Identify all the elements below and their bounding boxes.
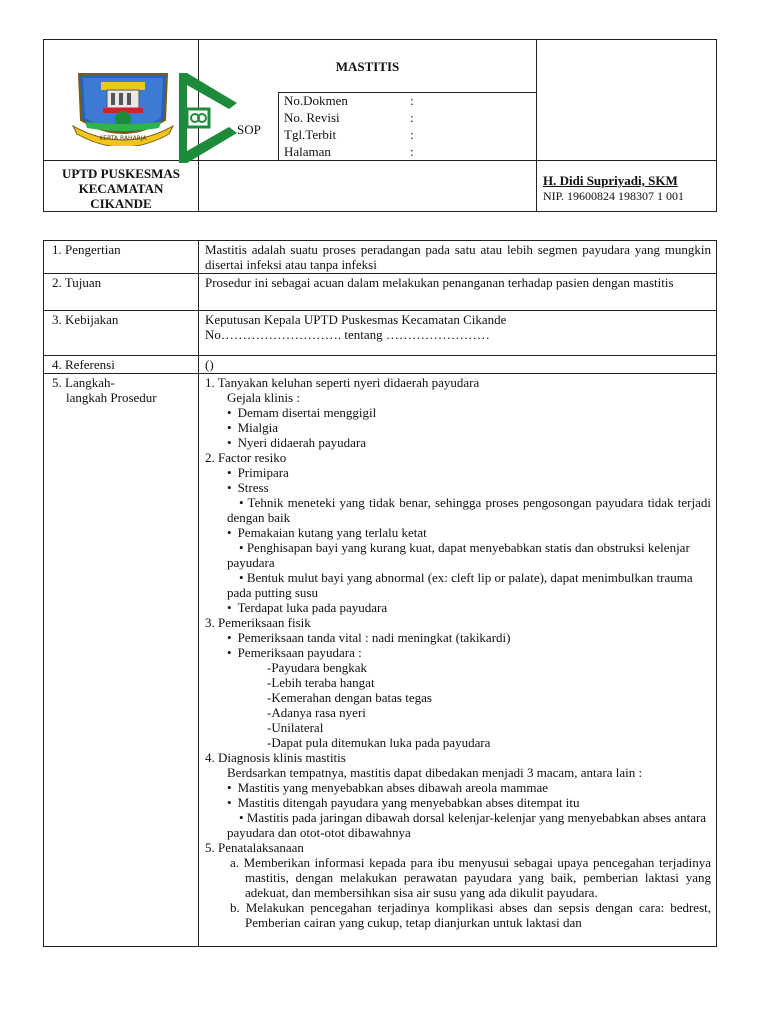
list-item: • Penghisapan bayi yang kurang kuat, dapat menyebabkan statis dan obstruksi kelenjar payudara — [227, 540, 690, 570]
document-title: MASTITIS — [335, 59, 400, 74]
list-item: -Payudara bengkak — [267, 660, 367, 675]
field-tgl-terbit: Tgl.Terbit : — [284, 127, 414, 142]
list-item: b. Melakukan pencegahan terjadinya komplikasi abses dan sepsis dengan cara: bedrest, Pemberian cairan yang cukup, tetap dianjurkan untuk laktasi dan — [230, 900, 711, 930]
procedure-steps: 1. Tanyakan keluhan seperti nyeri didaerah payudara Gejala klinis : • Demam disertai menggigil • Mialgia • Nyeri didaerah payudara 2. Factor resiko • Primipara • Stress • Tehnik meneteki yang tidak benar, sehingga proses pengosongan payudara tidak terjadi dengan baik • Pemakaian kutang yang terlalu ketat • Penghisapan bayi yang kurang kuat, dapat menyebabkan statis dan obstruksi kelenjar payudara • Bentuk mulut bayi yang abnormal (ex: cleft lip or palate), dapat menimbulkan trauma pada putting susu • Terdapat luka pada payudara 3. Pemeriksaan fisik • Pemeriksaan tanda vital : nadi meningkat (takikardi) • Pemeriksaan payudara : -Payudara bengkak -Lebih teraba hangat -Kemerahan dengan batas tegas -Adanya rasa nyeri -Unilateral -Dapat pula ditemukan luka pada payudara 4. Diagnosis klinis mastitis Berdsarkan tempatnya, mastitis dapat dibedakan menjadi 3 macam, antara lain : • Mastitis yang menyebabkan abses dibawah areola mammae • Mastitis ditengah payudara yang menyebabkan abses ditempat itu • Mastitis pada jaringan dibawah dorsal kelenjar-kelenjar yang menyebabkan abses antara payudara dan otot-otot dibawahnya 5. Penatalaksanaan a. Memberikan informasi kepada para ibu menyusui sebagai upaya pencegahan terjadinya mastitis, dengan melakukan perawatan payudara yang baik, pemberian laktasi yang adekuat, dan membersihkan sisa air susu yang ada dikulit payudara. b. Melakukan pencegahan terjadinya komplikasi abses dan sepsis dengan cara: bedrest, Pemberian cairan yang cukup, tetap dianjurkan untuk laktasi dan — [199, 374, 717, 947]
org-name: UPTD PUSKESMAS KECAMATAN CIKANDE — [44, 161, 199, 212]
row-pengertian: 1. Pengertian Mastitis adalah suatu proses peradangan pada satu atau lebih segmen payudara yang mungkin disertai infeksi atau tanpa infeksi — [44, 241, 717, 274]
list-item: • Mastitis yang menyebabkan abses dibawah areola mammae — [239, 780, 711, 795]
regency-emblem-logo — [71, 64, 175, 146]
list-item: • Tehnik meneteki yang tidak benar, sehingga proses pengosongan payudara tidak terjadi dengan baik — [227, 495, 711, 525]
row-langkah: 5. Langkah- langkah Prosedur 1. Tanyakan keluhan seperti nyeri didaerah payudara Gejala klinis : • Demam disertai menggigil • Mialgia • Nyeri didaerah payudara 2. Factor resiko • Primipara • Stress • Tehnik meneteki yang tidak benar, sehingga proses pengosongan payudara tidak terjadi dengan baik • Pemakaian kutang yang terlalu ketat • Penghisapan bayi yang kurang kuat, dapat menyebabkan statis dan obstruksi kelenjar payudara • Bentuk mulut bayi yang abnormal (ex: cleft lip or palate), dapat menimbulkan trauma pada putting susu • Terdapat luka pada payudara 3. Pemeriksaan fisik • Pemeriksaan tanda vital : nadi meningkat (takikardi) • Pemeriksaan payudara : -Payudara bengkak -Lebih teraba hangat -Kemerahan dengan batas tegas -Adanya rasa nyeri -Unilateral -Dapat pula ditemukan luka pada payudara 4. Diagnosis klinis mastitis Berdsarkan tempatnya, mastitis dapat dibedakan menjadi 3 macam, antara lain : • Mastitis yang menyebabkan abses dibawah areola mammae • Mastitis ditengah payudara yang menyebabkan abses ditempat itu • Mastitis pada jaringan dibawah dorsal kelenjar-kelenjar yang menyebabkan abses antara payudara dan otot-otot dibawahnya 5. Penatalaksanaan a. Memberikan informasi kepada para ibu menyusui sebagai upaya pencegahan terjadinya mastitis, dengan melakukan perawatan payudara yang baik, pemberian laktasi yang adekuat, dan membersihkan sisa air susu yang ada dikulit payudara. b. Melakukan pencegahan terjadinya komplikasi abses dan sepsis dengan cara: bedrest, Pemberian cairan yang cukup, tetap dianjurkan untuk laktasi dan — [44, 374, 717, 947]
row-kebijakan: 3. Kebijakan Keputusan Kepala UPTD Puskesmas Kecamatan Cikande No………………………. tentang …………………… — [44, 311, 717, 356]
list-item: -Dapat pula ditemukan luka pada payudara — [267, 735, 491, 750]
list-item: • Nyeri didaerah payudara — [239, 435, 711, 450]
list-item: a. Memberikan informasi kepada para ibu menyusui sebagai upaya pencegahan terjadinya mastitis, dengan melakukan perawatan payudara yang baik, pemberian laktasi yang adekuat, dan membersihkan sisa air susu yang ada dikulit payudara. — [230, 855, 711, 900]
header-table — [43, 39, 717, 212]
sop-fields — [284, 92, 414, 160]
blank-cell — [537, 40, 717, 161]
field-halaman: Halaman : — [284, 144, 414, 159]
signer-nip: NIP. 19600824 198307 1 001 — [543, 189, 685, 203]
row-tujuan: 2. Tujuan Prosedur ini sebagai acuan dalam melakukan penanganan terhadap pasien dengan mastitis — [44, 274, 717, 311]
list-item: -Lebih teraba hangat — [267, 675, 375, 690]
list-item: • Pemeriksaan tanda vital : nadi meningkat (takikardi) — [239, 630, 711, 645]
list-item: • Stress — [239, 480, 711, 495]
logo-ribbon-text: KERTA RAHARJA — [99, 135, 147, 142]
row-referensi: 4. Referensi () — [44, 356, 717, 374]
signer-cell — [537, 161, 717, 212]
list-item: -Adanya rasa nyeri — [267, 705, 366, 720]
signer-name: H. Didi Supriyadi, SKM — [543, 173, 678, 188]
list-item: -Unilateral — [267, 720, 324, 735]
procedure-table — [43, 240, 717, 947]
empty-middle-cell — [199, 161, 537, 212]
list-item: • Terdapat luka pada payudara — [239, 600, 711, 615]
list-item: • Demam disertai menggigil — [239, 405, 711, 420]
list-item: • Mastitis pada jaringan dibawah dorsal kelenjar-kelenjar yang menyebabkan abses antara payudara dan otot-otot dibawahnya — [227, 810, 707, 840]
list-item: • Primipara — [239, 465, 711, 480]
logo-cell — [44, 40, 199, 161]
list-item: • Bentuk mulut bayi yang abnormal (ex: cleft lip or palate), dapat menimbulkan trauma pada putting susu — [227, 570, 693, 600]
list-item: • Mastitis ditengah payudara yang menyebabkan abses ditempat itu — [239, 795, 711, 810]
list-item: • Pemeriksaan payudara : — [239, 645, 711, 660]
sop-label: SOP — [237, 122, 261, 137]
field-no-revisi: No. Revisi : — [284, 110, 414, 125]
list-item: • Mialgia — [239, 420, 711, 435]
field-no-dokmen: No.Dokmen : — [284, 93, 414, 108]
title-cell — [199, 40, 537, 161]
list-item: • Pemakaian kutang yang terlalu ketat — [239, 525, 711, 540]
list-item: -Kemerahan dengan batas tegas — [267, 690, 432, 705]
